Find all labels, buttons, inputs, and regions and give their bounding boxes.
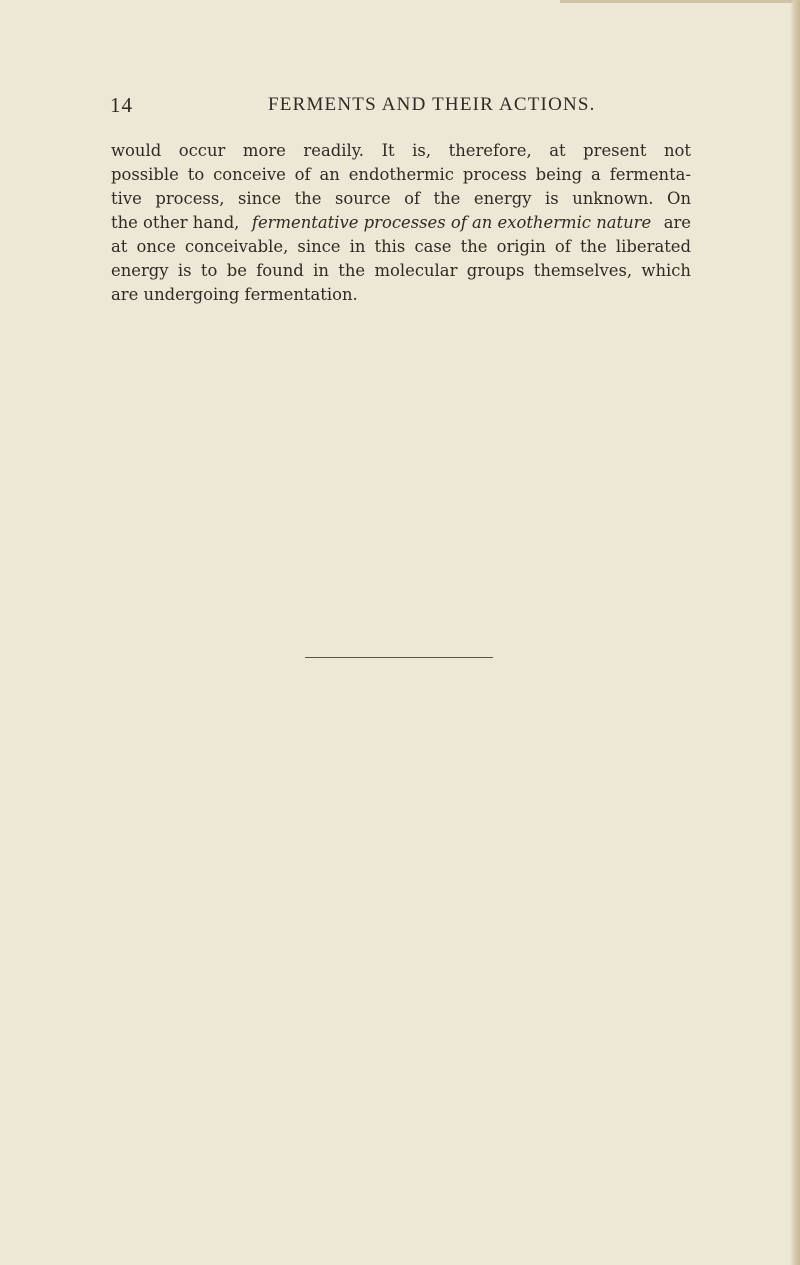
section-divider-rule bbox=[305, 657, 493, 658]
text-line-2: possible to conceive of an endothermic process being a fermenta- bbox=[111, 165, 691, 184]
running-head bbox=[110, 90, 690, 120]
page-top-edge bbox=[560, 0, 800, 3]
page-number: 14 bbox=[110, 93, 133, 117]
text-line-5: at once conceivable, since in this case the origin of the liberated bbox=[111, 237, 691, 256]
text-line-4-plain: the other hand, bbox=[111, 213, 240, 232]
text-line-7: are undergoing fermentation. bbox=[111, 285, 358, 304]
text-line-3: tive process, since the source of the energy is unknown. On bbox=[111, 189, 691, 208]
text-line-6: energy is to be found in the molecular groups themselves, which bbox=[111, 261, 691, 280]
body-paragraph bbox=[111, 139, 691, 307]
running-title: FERMENTS AND THEIR ACTIONS. bbox=[268, 94, 596, 115]
page-binding-edge bbox=[790, 0, 800, 1265]
text-line-4-end: are bbox=[663, 213, 691, 232]
text-line-4 bbox=[111, 211, 691, 235]
text-line-1: would occur more readily. It is, therefore, at present not bbox=[111, 141, 691, 160]
emphasized-phrase: fermentative processes of an exothermic nature bbox=[251, 213, 652, 232]
